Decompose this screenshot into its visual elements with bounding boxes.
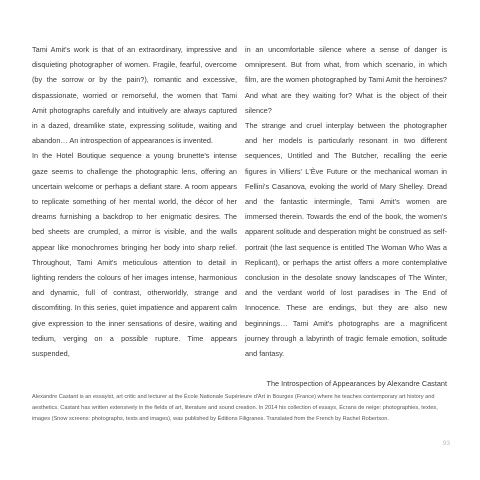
author-bio: Alexandre Castant is an essayist, art critic and lecturer at the École Nationale Supérieure d'Art in Bourges (France) where he teaches contemporary art history and aesthetics. Castant has written extensively in the fields of art, literature and sound creation. In 2014 his collection of essays, Écrans de neige: photographies, textes, images (Snow screens: photographs, texts and images), was published by Éditions Filigranes. Translated from the French by Rachel Robertson. — [32, 394, 438, 423]
essay-paragraph: In the Hotel Boutique sequence a young brunette's intense gaze seems to challenge the photographic lens, offering an uncertain welcome or perhaps a defiant stare. A room appears to replicate something of her mental world, the décor of her dreams furnishing a backdrop to her enigmatic desires. The bed sheets are crumpled, a mirror is visible, and the walls appear like monochromes bringing her body into sharp relief. Throughout, Tami Amit's meticulous attention to detail in lighting renders the colours of her images intense, harmonious and dynamic, full of contrast, otherworldly, strange and discomfiting. In this series, quiet impatience and apparent calm give expression to the inner sensations of desire, waiting and tedium, verging on a possible rupture. Time appears suspended, — [32, 151, 237, 359]
essay-title-signature: The Introspection of Appearances by Alexandre Castant — [266, 379, 447, 389]
essay-paragraph: The strange and cruel interplay between the photographer and her models is particularly resonant in two different sequences, Untitled and The Butcher, recalling the eerie figures in Villiers' L'Ève Future or the mechanical woman in Fellini's Casanova, evoking the world of Mary Shelley. Dread and the fantastic intermingle, Tami Amit's women are immersed therein. Towards the end of the book, the women's apparent solitude and desperation might be construed as self-portrait (the last sequence is entitled The Woman Who Was a Replicant), or perhaps the artist offers a more contemplative conclusion in the desolate snowy landscapes of The Winter, and the verdant world of lost paradises in The End of Innocence. These are endings, but they are also new beginnings… Tami Amit's photographs are a magnificent journey through a labyrinth of tragic female emotion, solitude and fantasy. — [245, 121, 447, 359]
essay-column-left — [32, 42, 237, 361]
essay-paragraph: in an uncomfortable silence where a sense of danger is omnipresent. But from what, from which scenario, in which film, are the women photographed by Tami Amit the heroines? And what are they waiting for? What is the object of their silence? — [245, 45, 447, 115]
essay-paragraph: Tami Amit's work is that of an extraordinary, impressive and disquieting photographer of women. Fragile, fearful, overcome (by the sorrow or by the pain?), romantic and excessive, dispassionate, worried or remorseful, the women that Tami Amit photographs carefully and intuitively are always captured in a dazed, dreamlike state, expressing solitude, waiting and abandon… An introspection of appearances is invented. — [32, 45, 237, 146]
essay-column-right — [245, 42, 447, 391]
page-number: 93 — [442, 440, 450, 447]
